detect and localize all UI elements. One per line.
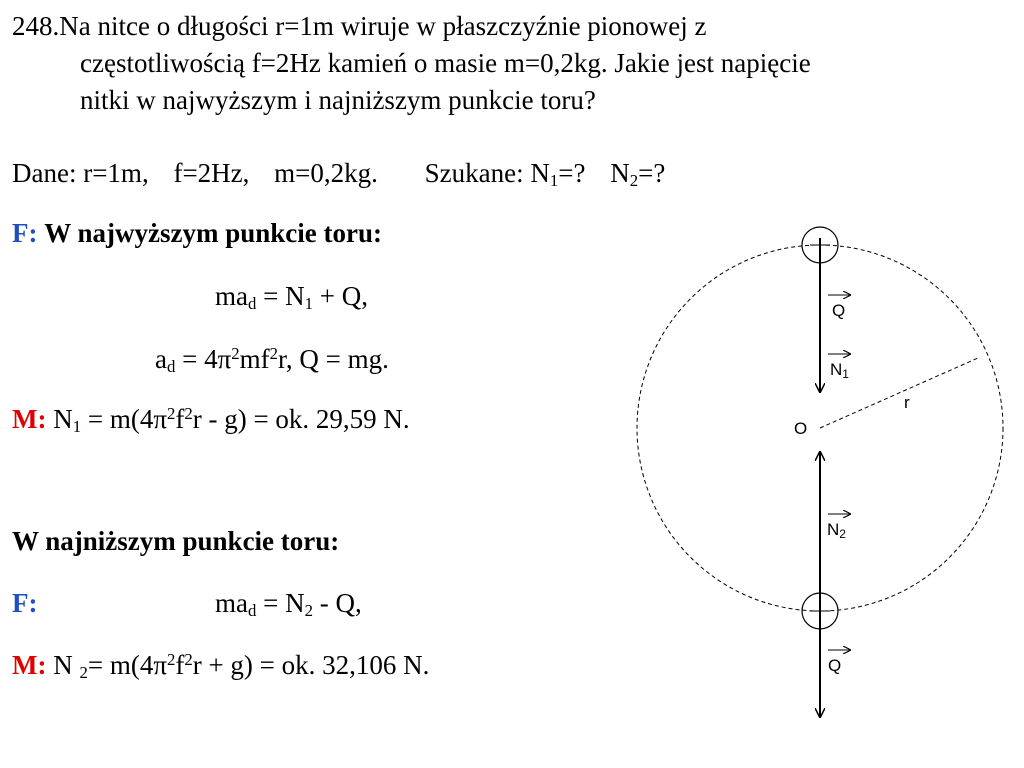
problem-statement: [12, 8, 1012, 119]
problem-line-1: Na nitce o długości r=1m wiruje w płaszczyźnie pionowej z: [59, 11, 707, 41]
bottom-result: M: N $_2= m(4\pi^2f^2r + g)$ = ok. 32,106 N.: [12, 649, 430, 683]
bottom-equation: $ma_d = N_2 - Q$,: [215, 588, 362, 621]
top-heading-line: [12, 215, 382, 251]
sought-n2: $N_2=$?: [610, 158, 666, 191]
given-line: [12, 155, 665, 191]
sought-n1: $N_1=$?: [530, 158, 586, 191]
bottom-m-marker: M:: [12, 650, 47, 680]
top-equation-1: $ma_d = N_1 + Q$,: [215, 281, 368, 314]
problem-line-2: częstotliwością f=2Hz kamień o masie m=0,2kg. Jakie jest napięcie: [80, 48, 811, 78]
bottom-heading: W najniższym punkcie toru:: [12, 526, 340, 556]
label-n2: $N_2$: [827, 520, 846, 541]
diagram-svg: [620, 220, 1020, 740]
label-n1: $N_1$: [830, 360, 849, 381]
problem-number: 248.: [12, 11, 60, 41]
top-heading: W najwyższym punkcie toru:: [44, 218, 382, 248]
given-m: m=0,2kg.: [274, 158, 378, 188]
label-o: O: [794, 419, 808, 438]
top-result: M: $N_1 = m(4\pi^2f^2r - g)$ = ok. 29,59 N.: [12, 403, 410, 437]
given-f: f=2Hz,: [173, 158, 250, 188]
label-q-bottom: Q: [828, 656, 842, 675]
problem-line-3: nitki w najwyższym i najniższym punkcie toru?: [80, 85, 596, 115]
sought-label: Szukane:: [424, 158, 524, 188]
circular-motion-diagram: [620, 220, 1020, 740]
label-q-top: Q: [832, 301, 846, 320]
label-r: r: [904, 393, 910, 412]
top-equation-2: $a_d = 4\pi^2mf^2r$, Q = mg.: [155, 343, 389, 377]
top-m-marker: M:: [12, 404, 47, 434]
top-f-marker: F:: [12, 218, 38, 248]
given-r: r=1m,: [83, 158, 149, 188]
bottom-f-marker: F:: [12, 588, 38, 618]
given-label: Dane:: [12, 158, 77, 188]
